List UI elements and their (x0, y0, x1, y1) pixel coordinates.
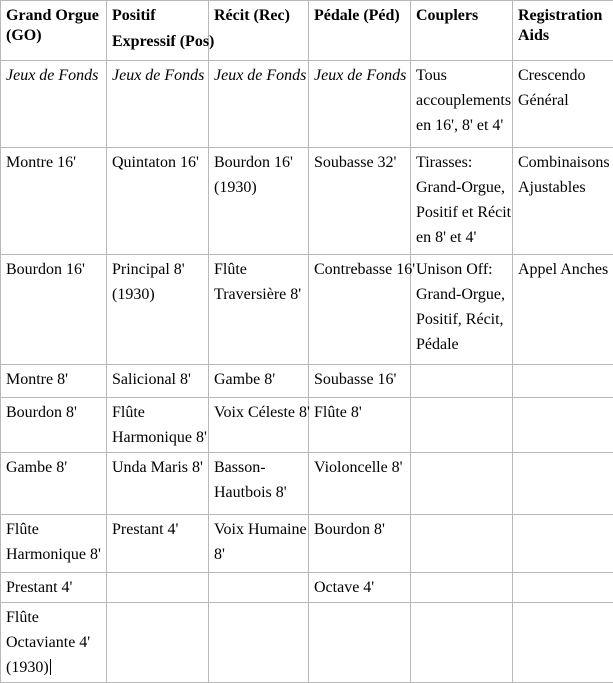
column-header-pedale[interactable] (309, 1, 411, 61)
table-row (1, 515, 613, 573)
table-row (1, 398, 613, 453)
cell-line: (GO) (6, 26, 103, 46)
cell-line: Flûte (112, 400, 205, 425)
cell-line: Appel Anches (518, 257, 610, 282)
table-cell[interactable] (309, 515, 411, 573)
table-cell[interactable] (107, 148, 209, 255)
cell-line: Unda Maris 8' (112, 455, 205, 480)
cell-line: Gambe 8' (214, 367, 305, 392)
table-cell[interactable] (411, 61, 513, 148)
cell-line: (1930) (112, 282, 205, 307)
table-cell[interactable] (411, 255, 513, 365)
table-row (1, 573, 613, 603)
cell-line: Tirasses: (416, 150, 509, 175)
table-cell[interactable] (1, 573, 107, 603)
table-cell[interactable] (1, 398, 107, 453)
cell-line: Traversière 8' (214, 282, 305, 307)
cell-line: Bourdon 16' (214, 150, 305, 175)
cell-line: Positif et Récit (416, 200, 509, 225)
table-cell[interactable] (1, 453, 107, 515)
cell-line: Grand-Orgue, (416, 175, 509, 200)
table-cell[interactable] (1, 515, 107, 573)
cell-line: Registration (518, 6, 610, 26)
table-cell[interactable] (107, 603, 209, 683)
table-cell[interactable] (107, 61, 209, 148)
cell-line: en 16', 8' et 4' (416, 113, 509, 138)
cell-line: Violoncelle 8' (314, 455, 407, 480)
table-cell[interactable] (107, 365, 209, 398)
column-header-recit[interactable] (209, 1, 309, 61)
cell-line: Couplers (416, 6, 509, 26)
table-cell[interactable] (513, 61, 613, 148)
table-cell[interactable] (513, 453, 613, 515)
table-row (1, 365, 613, 398)
cell-line: Flûte (6, 605, 103, 630)
table-cell[interactable] (209, 398, 309, 453)
table-cell[interactable] (1, 255, 107, 365)
header-row (1, 1, 613, 61)
table-row (1, 255, 613, 365)
table-cell[interactable] (1, 61, 107, 148)
cell-line: Jeux de Fonds (112, 63, 205, 88)
table-cell[interactable] (107, 515, 209, 573)
table-cell[interactable] (309, 255, 411, 365)
table-cell[interactable] (107, 573, 209, 603)
table-row (1, 61, 613, 148)
cell-line: Positif, Récit, (416, 307, 509, 332)
cell-line: Montre 16' (6, 150, 103, 175)
table-cell[interactable] (1, 148, 107, 255)
table-cell[interactable] (309, 398, 411, 453)
table-cell[interactable] (309, 148, 411, 255)
cell-line: Unison Off: (416, 257, 509, 282)
table-cell[interactable] (309, 603, 411, 683)
cell-line: Hautbois 8' (214, 480, 305, 505)
cell-line: Voix Céleste 8' (214, 400, 305, 425)
cell-line: Flûte (214, 257, 305, 282)
table-cell[interactable] (209, 573, 309, 603)
cell-line: Jeux de Fonds (214, 63, 305, 88)
table-cell[interactable] (513, 148, 613, 255)
cell-line: Bourdon 8' (314, 517, 407, 542)
table-cell[interactable] (513, 515, 613, 573)
table-cell[interactable] (107, 255, 209, 365)
table-cell[interactable] (209, 365, 309, 398)
table-cell[interactable] (411, 603, 513, 683)
cell-line: Harmonique 8' (6, 542, 103, 567)
cell-line: Voix Humaine (214, 517, 305, 542)
table-cell[interactable] (513, 573, 613, 603)
column-header-grand-orgue[interactable] (1, 1, 107, 61)
table-cell[interactable] (1, 603, 107, 683)
cell-line: Flûte 8' (314, 400, 407, 425)
table-cell[interactable] (513, 255, 613, 365)
cell-line: Bourdon 8' (6, 400, 103, 425)
cell-line: Ajustables (518, 175, 610, 200)
table-cell[interactable] (411, 453, 513, 515)
table-cell[interactable] (309, 365, 411, 398)
cell-line: Quintaton 16' (112, 150, 205, 175)
column-header-positif-expressif[interactable] (107, 1, 209, 61)
cell-line: en 8' et 4' (416, 225, 509, 250)
text-cursor (50, 659, 51, 675)
table-cell[interactable] (1, 365, 107, 398)
cell-line: Crescendo (518, 63, 610, 88)
cell-line: Aids (518, 26, 610, 46)
cell-line: Jeux de Fonds (6, 63, 103, 88)
table-cell[interactable] (411, 148, 513, 255)
cell-line: Flûte (6, 517, 103, 542)
table-cell[interactable] (209, 255, 309, 365)
table-cell[interactable] (513, 603, 613, 683)
table-cell[interactable] (411, 398, 513, 453)
table-cell[interactable] (107, 453, 209, 515)
cell-line: Octave 4' (314, 575, 407, 600)
table-cell[interactable] (209, 453, 309, 515)
cell-line: Salicional 8' (112, 367, 205, 392)
cell-line: Général (518, 88, 610, 113)
cell-line: Grand-Orgue, (416, 282, 509, 307)
cell-line: Pédale (416, 332, 509, 357)
table-cell[interactable] (309, 573, 411, 603)
cell-line: 8' (214, 542, 305, 567)
cell-line: Basson- (214, 455, 305, 480)
table-cell[interactable] (411, 573, 513, 603)
table-cell[interactable] (513, 365, 613, 398)
cell-line: (1930) (214, 175, 305, 200)
cell-line: Tous (416, 63, 509, 88)
cell-line: Prestant 4' (112, 517, 205, 542)
cell-line: Pédale (Péd) (314, 6, 407, 26)
table-cell[interactable] (309, 453, 411, 515)
cell-line: Prestant 4' (6, 575, 103, 600)
table-row (1, 603, 613, 683)
table-cell[interactable] (209, 148, 309, 255)
cell-line: (1930) (6, 655, 103, 680)
table-cell[interactable] (209, 515, 309, 573)
cell-line: Principal 8' (112, 257, 205, 282)
cell-line: Soubasse 32' (314, 150, 407, 175)
cell-line: Jeux de Fonds (314, 63, 407, 88)
table-cell[interactable] (107, 398, 209, 453)
column-header-registration-aids[interactable] (513, 1, 613, 61)
table-cell[interactable] (411, 365, 513, 398)
cell-line: Octaviante 4' (6, 630, 103, 655)
cell-line: Expressif (Pos) (112, 32, 205, 52)
table-cell[interactable] (411, 515, 513, 573)
cell-line: accouplements (416, 88, 509, 113)
table-cell[interactable] (513, 398, 613, 453)
cell-line: Soubasse 16' (314, 367, 407, 392)
cell-line: Combinaisons (518, 150, 610, 175)
cell-line: Positif (112, 6, 205, 26)
cell-line: Contrebasse 16' (314, 257, 407, 282)
column-header-couplers[interactable] (411, 1, 513, 61)
cell-line: Gambe 8' (6, 455, 103, 480)
cell-line: Bourdon 16' (6, 257, 103, 282)
table-cell[interactable] (209, 61, 309, 148)
table-cell[interactable] (209, 603, 309, 683)
cell-line: Grand Orgue (6, 6, 103, 26)
cell-line: Harmonique 8' (112, 425, 205, 450)
cell-line: Montre 8' (6, 367, 103, 392)
table-cell[interactable] (309, 61, 411, 148)
table-row (1, 148, 613, 255)
cell-line: Récit (Rec) (214, 6, 305, 26)
table-row (1, 453, 613, 515)
